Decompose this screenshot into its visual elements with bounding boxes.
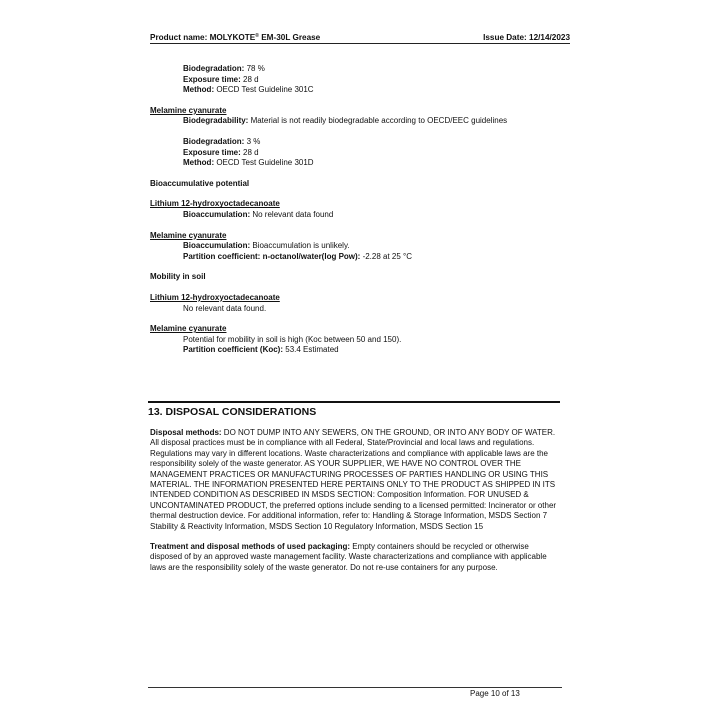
disposal-methods-paragraph	[150, 428, 560, 532]
issue-date: Issue Date: 12/14/2023	[483, 33, 570, 42]
biodeg-label: Biodegradation:	[183, 136, 245, 146]
method-label: Method:	[183, 85, 215, 95]
page-header	[150, 33, 570, 44]
packaging-label: Treatment and disposal methods of used packaging:	[150, 542, 351, 552]
exposure-value: 28 d	[240, 147, 259, 157]
biodegradability-label: Biodegradability:	[183, 116, 249, 126]
bioaccumulation-value: Bioaccumulation is unlikely.	[250, 241, 350, 251]
disposal-methods-text: DO NOT DUMP INTO ANY SEWERS, ON THE GROUND, OR INTO ANY BODY OF WATER. All disposal practices must be in compliance with all Federal, State/Provincial and local laws and regulations. Regulations may vary in different locations. Waste characterizations and compliance with applicable laws are the responsibility solely of the waste generator. AS YOUR SUPPLIER, WE HAVE NO CONTROL OVER THE MANAGEMENT PRACTICES OR MANUFACTURING PROCESSES OF PARTIES HANDLING OR USING THIS MATERIAL. THE INFORMATION PRESENTED HERE PERTAINS ONLY TO THE PRODUCT AS SHIPPED IN ITS INTENDED CONDITION AS DESCRIBED IN MSDS SECTION: Composition Information. FOR UNUSED & UNCONTAMINATED PRODUCT, the preferred options include sending to a licensed permitted: Incinerator or other thermal destruction device. For additional information, refer to: Handling & Storage Information, MSDS Section 7 Stability & Reactivity Information, MSDS Section 10 Regulatory Information, MSDS Section 15	[150, 428, 557, 531]
exposure-label: Exposure time:	[183, 74, 241, 84]
disposal-methods-label: Disposal methods:	[150, 428, 222, 437]
substance-name: Melamine cyanurate	[150, 230, 227, 240]
page-number: Page 10 of 13	[470, 689, 520, 698]
footer-divider	[148, 687, 562, 688]
substance-name: Melamine cyanurate	[150, 324, 227, 334]
biodeg-block-1	[150, 64, 570, 96]
bioaccumulation-label: Bioaccumulation:	[183, 241, 251, 251]
bioaccumulation-value: No relevant data found	[250, 209, 334, 219]
substance-name: Melamine cyanurate	[150, 105, 227, 115]
exposure-line	[183, 75, 570, 86]
partition-line	[183, 252, 570, 263]
method-value: OECD Test Guideline 301D	[214, 158, 314, 168]
partition-line	[183, 345, 570, 356]
substance-name: Lithium 12-hydroxyoctadecanoate	[150, 292, 280, 302]
mobility-text: Potential for mobility in soil is high (Koc between 50 and 150).	[183, 334, 402, 344]
substance-name: Lithium 12-hydroxyoctadecanoate	[150, 199, 280, 209]
biodegradability-block	[150, 116, 570, 168]
biodeg-line	[183, 64, 570, 75]
partition-label: Partition coefficient (Koc):	[183, 345, 284, 355]
biodeg-value: 3 %	[244, 136, 261, 146]
method-value: OECD Test Guideline 301C	[214, 85, 314, 95]
biodegradability-line	[183, 116, 570, 127]
biodeg-value: 78 %	[244, 64, 265, 73]
exposure-line	[183, 148, 570, 159]
mobility-block	[150, 335, 570, 356]
bioaccumulation-label: Bioaccumulation:	[183, 209, 251, 219]
registered-mark: ®	[255, 33, 259, 39]
bioaccumulation-block	[150, 241, 570, 262]
exposure-label: Exposure time:	[183, 147, 241, 157]
mobility-text: No relevant data found.	[183, 303, 267, 313]
packaging-paragraph	[150, 542, 560, 573]
method-line	[183, 85, 570, 96]
partition-value: 53.4 Estimated	[283, 345, 339, 355]
disposal-section	[150, 428, 560, 573]
partition-label: Partition coefficient: n-octanol/water(log Pow):	[183, 251, 361, 261]
product-name	[150, 33, 320, 44]
product-name-suffix: EM-30L Grease	[258, 33, 321, 42]
method-line	[183, 158, 570, 169]
partition-value: -2.28 at 25 °C	[360, 251, 413, 261]
packaging-text: Empty containers should be recycled or otherwise disposed of by an approved waste management facility. Waste characterizations and compliance with applicable laws are the responsibility solely of the waste generator. Do not re-use containers for any purpose.	[150, 542, 547, 572]
product-name-prefix: Product name: MOLYKOTE	[150, 33, 256, 42]
biodegradability-value: Material is not readily biodegradable according to OECD/EEC guidelines	[248, 116, 508, 126]
subsection-heading: Mobility in soil	[150, 272, 206, 282]
exposure-value: 28 d	[240, 74, 259, 84]
biodeg-line	[183, 137, 570, 148]
method-label: Method:	[183, 158, 215, 168]
biodeg-label: Biodegradation:	[183, 64, 245, 73]
ecological-info	[150, 64, 570, 356]
bioaccumulation-line	[183, 241, 570, 252]
bioaccumulation-line	[150, 210, 570, 221]
section-title: 13. DISPOSAL CONSIDERATIONS	[148, 401, 560, 418]
subsection-heading: Bioaccumulative potential	[150, 178, 250, 188]
